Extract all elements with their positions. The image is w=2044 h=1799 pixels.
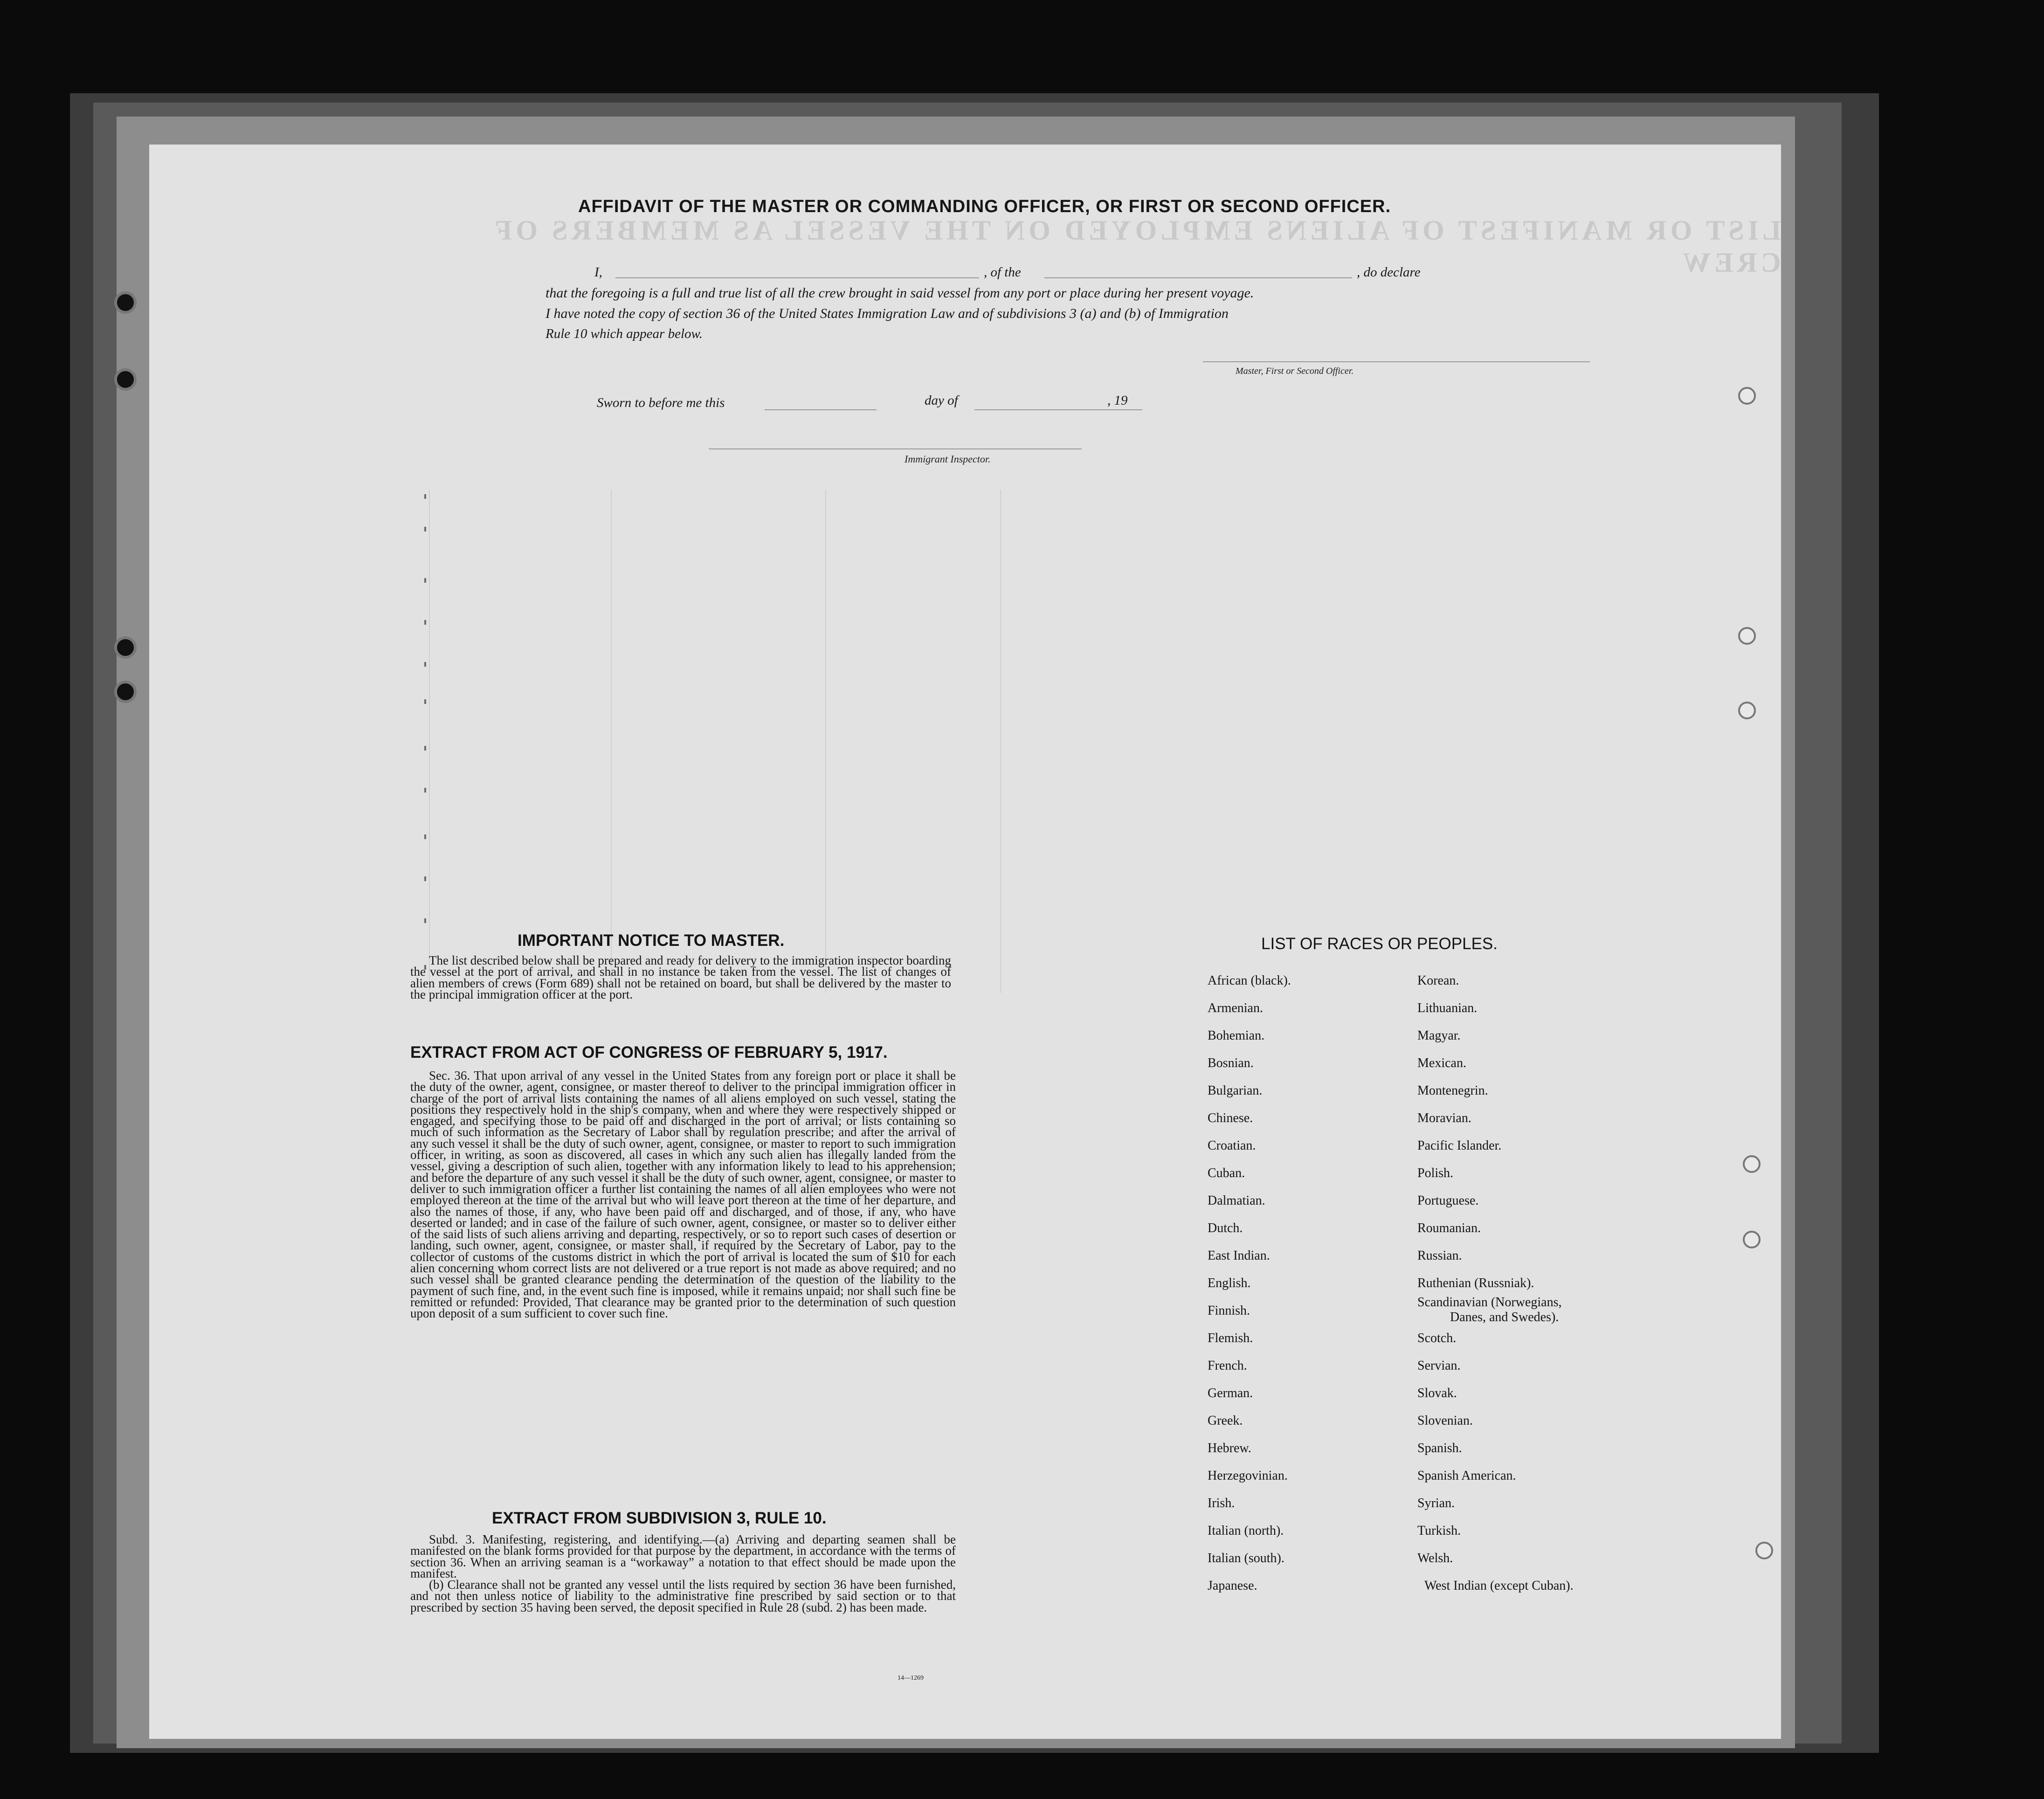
race-item: Finnish. (1208, 1303, 1250, 1318)
race-item: Syrian. (1417, 1496, 1455, 1510)
rule-text (410, 1534, 956, 1613)
notice-paragraph: The list described below shall be prepared and ready for delivery to the immigration inspector boarding the vessel at the port of arrival, and shall in no instance be taken from the vessel. The list of changes of alien members of crews (Form 689) shall not be retained on board, but shall be delivered by the master to the principal immigration officer at the port. (410, 953, 951, 1001)
sworn-text: Sworn to before me this (597, 395, 725, 410)
race-item: French. (1208, 1358, 1247, 1373)
race-item: Moravian. (1417, 1111, 1471, 1125)
form-number: 14—1269 (898, 1675, 924, 1682)
affidavit-declare: , do declare (1357, 265, 1421, 280)
race-item: English. (1208, 1276, 1251, 1290)
name-blank (615, 277, 979, 278)
race-item: Servian. (1417, 1358, 1461, 1373)
race-item: Armenian. (1208, 1001, 1263, 1015)
race-item: West Indian (except Cuban). (1424, 1578, 1574, 1593)
binder-hole (114, 636, 137, 659)
race-item: Slovak. (1417, 1386, 1457, 1400)
margin-mark (424, 918, 426, 923)
punch-hole (1743, 1231, 1761, 1248)
act-paragraph: Sec. 36. That upon arrival of any vessel in the United States from any foreign port or place it shall be the duty of the owner, agent, consignee, or master thereof to deliver to the principal immigration officer in charge of the port of arrival lists containing the names of all aliens employed on such vessel, stating the positions they respectively hold in the ship's company, when and where they were respectively shipped or engaged, and specifying those to be paid off and discharged in the port of arrival; or lists containing so much of such information as the Secretary of Labor shall by regulation prescribe; and after the arrival of any such vessel it shall be the duty of such owner, agent, consignee, or master to report to such immigration officer, in writing, as soon as discovered, all cases in which any such alien has illegally landed from the vessel, giving a description of such alien, together with any information likely to lead to his apprehension; and before the departure of any such vessel it shall be the duty of such owner, agent, consignee, or master to deliver to such immigration officer a further list containing the names of all alien employees who were not employed thereon at the time of the arrival but who will leave port thereon at the time of her departure, and also the names of those, if any, who have been paid off and discharged, and of those, if any, who have deserted or landed; and in case of the failure of such owner, agent, consignee, or master so to deliver either of the said lists of such aliens arriving and departing, respectively, or so to report such cases of desertion or landing, such owner, agent, consignee, or master shall, if required by the Secretary of Labor, pay to the collector of customs of the customs district in which the port of arrival is located the sum of $10 for each alien concerning whom correct lists are not delivered or a true report is not made as above required; and no such vessel shall be granted clearance pending the determination of the question of the liability to the payment of such fine, and, in the event such fine is imposed, while it remains unpaid; nor shall such fine be remitted or refunded: Provided, That clearance may be granted prior to the determination of such question upon deposit of a sum sufficient to cover such fine. (410, 1068, 956, 1321)
binder-hole (114, 681, 137, 703)
race-item: Russian. (1417, 1248, 1462, 1263)
races-title: LIST OF RACES OR PEOPLES. (1261, 935, 1498, 953)
race-item: Croatian. (1208, 1138, 1256, 1153)
punch-hole (1738, 387, 1756, 405)
affidavit-line2: that the foregoing is a full and true list of all the crew brought in said vessel from any port or place during her present voyage. (546, 285, 1254, 301)
affidavit-of-the: , of the (984, 265, 1021, 280)
race-item: Spanish American. (1417, 1468, 1516, 1483)
race-item: Lithuanian. (1417, 1001, 1478, 1015)
race-item: East Indian. (1208, 1248, 1270, 1263)
race-item: Hebrew. (1208, 1441, 1251, 1455)
faint-column-line (429, 489, 430, 993)
margin-mark (424, 834, 426, 839)
notice-text (410, 955, 951, 1000)
race-item: Bulgarian. (1208, 1083, 1263, 1098)
day-of-text: day of (925, 393, 958, 408)
month-blank (974, 409, 1142, 410)
race-item: Dalmatian. (1208, 1193, 1265, 1208)
race-item: German. (1208, 1386, 1253, 1400)
signature-caption: Master, First or Second Officer. (1236, 366, 1354, 376)
race-item: Montenegrin. (1417, 1083, 1488, 1098)
race-item: Welsh. (1417, 1551, 1453, 1565)
race-item: Italian (north). (1208, 1523, 1284, 1538)
affidavit-line4: Rule 10 which appear below. (546, 326, 703, 341)
punch-hole (1738, 702, 1756, 719)
race-item: Scotch. (1417, 1331, 1457, 1345)
race-item: Greek. (1208, 1413, 1243, 1428)
race-item: Bosnian. (1208, 1056, 1254, 1070)
year-text: , 19 (1107, 393, 1128, 408)
race-item: Flemish. (1208, 1331, 1253, 1345)
act-text (410, 1070, 956, 1319)
race-item-continuation: Danes, and Swedes). (1450, 1310, 1559, 1324)
margin-mark (424, 876, 426, 881)
bleed-through-text: LIST OR MANIFEST OF ALIENS EMPLOYED ON THE VESSEL AS MEMBERS OF CREW (492, 215, 1781, 278)
faint-column-line (1000, 489, 1001, 993)
rule-title: EXTRACT FROM SUBDIVISION 3, RULE 10. (492, 1509, 827, 1527)
binder-hole (114, 291, 137, 314)
race-item: African (black). (1208, 973, 1291, 988)
notice-title: IMPORTANT NOTICE TO MASTER. (518, 931, 785, 950)
margin-mark (424, 746, 426, 751)
race-item: Ruthenian (Russniak). (1417, 1276, 1534, 1290)
punch-hole (1743, 1155, 1761, 1173)
inspector-caption: Immigrant Inspector. (905, 453, 991, 465)
race-item: Korean. (1417, 973, 1459, 988)
race-item: Mexican. (1417, 1056, 1466, 1070)
race-item: Portuguese. (1417, 1193, 1479, 1208)
affidavit-i: I, (594, 265, 602, 280)
rule-paragraph-b: (b) Clearance shall not be granted any vessel until the lists required by section 36 have been furnished, and not then unless notice of liability to the administrative fine prescribed by said section or to that prescribed by section 35 having been served, the deposit specified in Rule 28 (subd. 2) has been made. (410, 1578, 956, 1614)
inspector-line (709, 448, 1082, 449)
manifest-sheet (149, 145, 1781, 1739)
race-item: Dutch. (1208, 1221, 1243, 1235)
race-item: Turkish. (1417, 1523, 1461, 1538)
race-item: Polish. (1417, 1166, 1454, 1180)
race-item: Irish. (1208, 1496, 1235, 1510)
punch-hole (1738, 627, 1756, 645)
race-item: Japanese. (1208, 1578, 1257, 1593)
race-item: Scandinavian (Norwegians, (1417, 1295, 1562, 1310)
affidavit-line3: I have noted the copy of section 36 of the United States Immigration Law and of subdivisions 3 (a) and (b) of Immigration (546, 306, 1229, 321)
margin-mark (424, 662, 426, 667)
race-item: Pacific Islander. (1417, 1138, 1502, 1153)
margin-mark (424, 699, 426, 704)
punch-hole (1755, 1542, 1773, 1559)
margin-mark (424, 527, 426, 531)
faint-column-line (611, 489, 612, 993)
binder-hole (114, 368, 137, 391)
margin-mark (424, 620, 426, 625)
margin-mark (424, 494, 426, 499)
race-item: Magyar. (1417, 1028, 1461, 1043)
margin-mark (424, 578, 426, 583)
rule-paragraph-a: Subd. 3. Manifesting, registering, and identifying.—(a) Arriving and departing seamen shall be manifested on the blank forms provided for that purpose by the department, in accordance with the terms of section 36. When an arriving seaman is a “workaway” a notation to that effect should be made upon the manifest. (410, 1532, 956, 1580)
race-item: Herzegovinian. (1208, 1468, 1288, 1483)
signature-line (1203, 361, 1590, 362)
vessel-blank (1044, 277, 1352, 278)
day-blank (765, 409, 877, 410)
race-item: Slovenian. (1417, 1413, 1473, 1428)
race-item: Chinese. (1208, 1111, 1253, 1125)
race-item: Spanish. (1417, 1441, 1462, 1455)
race-item: Roumanian. (1417, 1221, 1481, 1235)
race-item: Italian (south). (1208, 1551, 1284, 1565)
act-title: EXTRACT FROM ACT OF CONGRESS OF FEBRUARY 5, 1917. (410, 1043, 888, 1061)
affidavit-title: AFFIDAVIT OF THE MASTER OR COMMANDING OFFICER, OR FIRST OR SECOND OFFICER. (578, 197, 1391, 216)
faint-column-line (825, 489, 826, 993)
margin-mark (424, 788, 426, 793)
race-item: Bohemian. (1208, 1028, 1265, 1043)
race-item: Cuban. (1208, 1166, 1245, 1180)
